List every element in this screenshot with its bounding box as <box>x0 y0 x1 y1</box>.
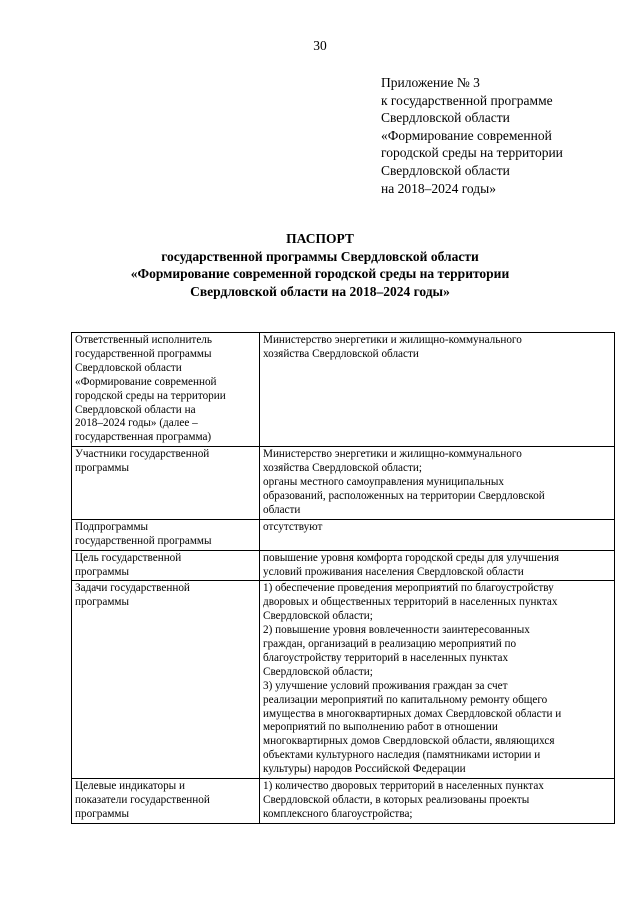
row-label-line: Свердловской области <box>75 361 182 374</box>
title-line: государственной программы Свердловской области <box>161 248 479 264</box>
appendix-line: городской среды на территории <box>381 145 563 161</box>
passport-table <box>71 332 615 824</box>
row-label-line: Целевые индикаторы и <box>75 780 185 793</box>
row-value-line: благоустройству территорий в населенных пунктах <box>263 651 509 664</box>
row-label-line: Ответственный исполнитель <box>75 334 212 346</box>
row-value-cell <box>260 447 615 520</box>
row-label-line: Участники государственной <box>75 448 210 461</box>
title-line: ПАСПОРТ <box>286 231 354 246</box>
table-row <box>72 519 615 550</box>
row-label-cell <box>72 447 260 520</box>
table-row <box>72 581 615 779</box>
row-label-line: показатели государственной <box>75 794 210 806</box>
row-value-line: Свердловской области, в которых реализованы проекты <box>263 794 530 806</box>
row-label-line: программы <box>75 462 129 475</box>
appendix-line: «Формирование современной <box>381 127 552 143</box>
row-label-cell <box>72 519 260 550</box>
row-value-cell <box>260 581 615 779</box>
appendix-line: Свердловской области <box>381 110 510 126</box>
row-value-line: Свердловской области; <box>263 665 373 678</box>
title-line: «Формирование современной городской среды на территории <box>130 266 510 282</box>
passport-table-body <box>72 333 615 824</box>
row-value-line: имущества в многоквартирных домах Свердловской области и <box>263 707 562 720</box>
appendix-note <box>381 74 616 197</box>
title-line: Свердловской области на 2018–2024 годы» <box>190 283 450 299</box>
row-value-line: культуры) народов Российской Федерации <box>263 763 466 776</box>
appendix-line: к государственной программе <box>381 92 553 108</box>
row-value-line: 3) улучшение условий проживания граждан за счет <box>263 679 508 692</box>
row-value-line: граждан, организаций в реализацию мероприятий по <box>263 638 517 651</box>
page-number: 30 <box>313 38 327 53</box>
row-label-line: Свердловской области на <box>75 403 196 416</box>
row-label-cell <box>72 333 260 447</box>
row-value-cell <box>260 550 615 581</box>
row-label-line: Цель государственной <box>75 551 182 564</box>
appendix-line: на 2018–2024 годы» <box>381 180 496 196</box>
passport-title <box>0 230 640 300</box>
row-value-line: образований, расположенных на территории Свердловской <box>263 489 545 502</box>
row-value-line: Министерство энергетики и жилищно-коммунального <box>263 448 522 461</box>
table-row <box>72 447 615 520</box>
row-value-line: 2) повышение уровня вовлеченности заинтересованных <box>263 624 530 637</box>
row-value-line: комплексного благоустройства; <box>263 807 413 820</box>
row-value-line: условий проживания населения Свердловской области <box>263 565 524 578</box>
row-value-line: объектами культурного наследия (памятниками истории и <box>263 749 541 762</box>
row-label-cell <box>72 581 260 779</box>
row-value-line: повышение уровня комфорта городской среды для улучшения <box>263 551 559 564</box>
row-value-line: хозяйства Свердловской области; <box>263 462 422 475</box>
row-value-line: отсутствуют <box>263 520 323 533</box>
table-row <box>72 550 615 581</box>
row-value-line: области <box>263 503 301 516</box>
row-label-line: программы <box>75 565 129 578</box>
appendix-line: Приложение № 3 <box>381 75 480 90</box>
row-value-cell <box>260 333 615 447</box>
row-value-line: Министерство энергетики и жилищно-коммунального <box>263 334 522 346</box>
row-value-line: 1) количество дворовых территорий в населенных пунктах <box>263 780 544 793</box>
row-label-line: Подпрограммы <box>75 520 149 533</box>
row-value-line: мероприятий по выполнению работ в отношении <box>263 721 498 734</box>
row-value-line: хозяйства Свердловской области <box>263 347 419 360</box>
row-value-line: 1) обеспечение проведения мероприятий по благоустройству <box>263 582 554 595</box>
row-value-line: дворовых и общественных территорий в населенных пунктах <box>263 596 558 609</box>
row-label-cell <box>72 550 260 581</box>
row-value-line: органы местного самоуправления муниципальных <box>263 476 505 489</box>
row-label-line: государственная программа) <box>75 431 212 444</box>
row-value-line: многоквартирных домов Свердловской области, являющихся <box>263 735 555 748</box>
appendix-line: Свердловской области <box>381 162 510 178</box>
row-value-line: реализации мероприятий по капитальному ремонту общего <box>263 693 548 706</box>
row-label-line: государственной программы <box>75 347 212 360</box>
row-value-cell <box>260 779 615 824</box>
row-label-line: «Формирование современной <box>75 375 217 388</box>
row-value-line: Свердловской области; <box>263 610 373 623</box>
row-label-cell <box>72 779 260 824</box>
table-row <box>72 779 615 824</box>
row-value-cell <box>260 519 615 550</box>
row-label-line: государственной программы <box>75 534 212 547</box>
row-label-line: 2018–2024 годы» (далее – <box>75 417 198 430</box>
row-label-line: Задачи государственной <box>75 582 190 595</box>
row-label-line: программы <box>75 596 129 609</box>
row-label-line: программы <box>75 807 129 820</box>
table-row <box>72 333 615 447</box>
row-label-line: городской среды на территории <box>75 389 226 402</box>
